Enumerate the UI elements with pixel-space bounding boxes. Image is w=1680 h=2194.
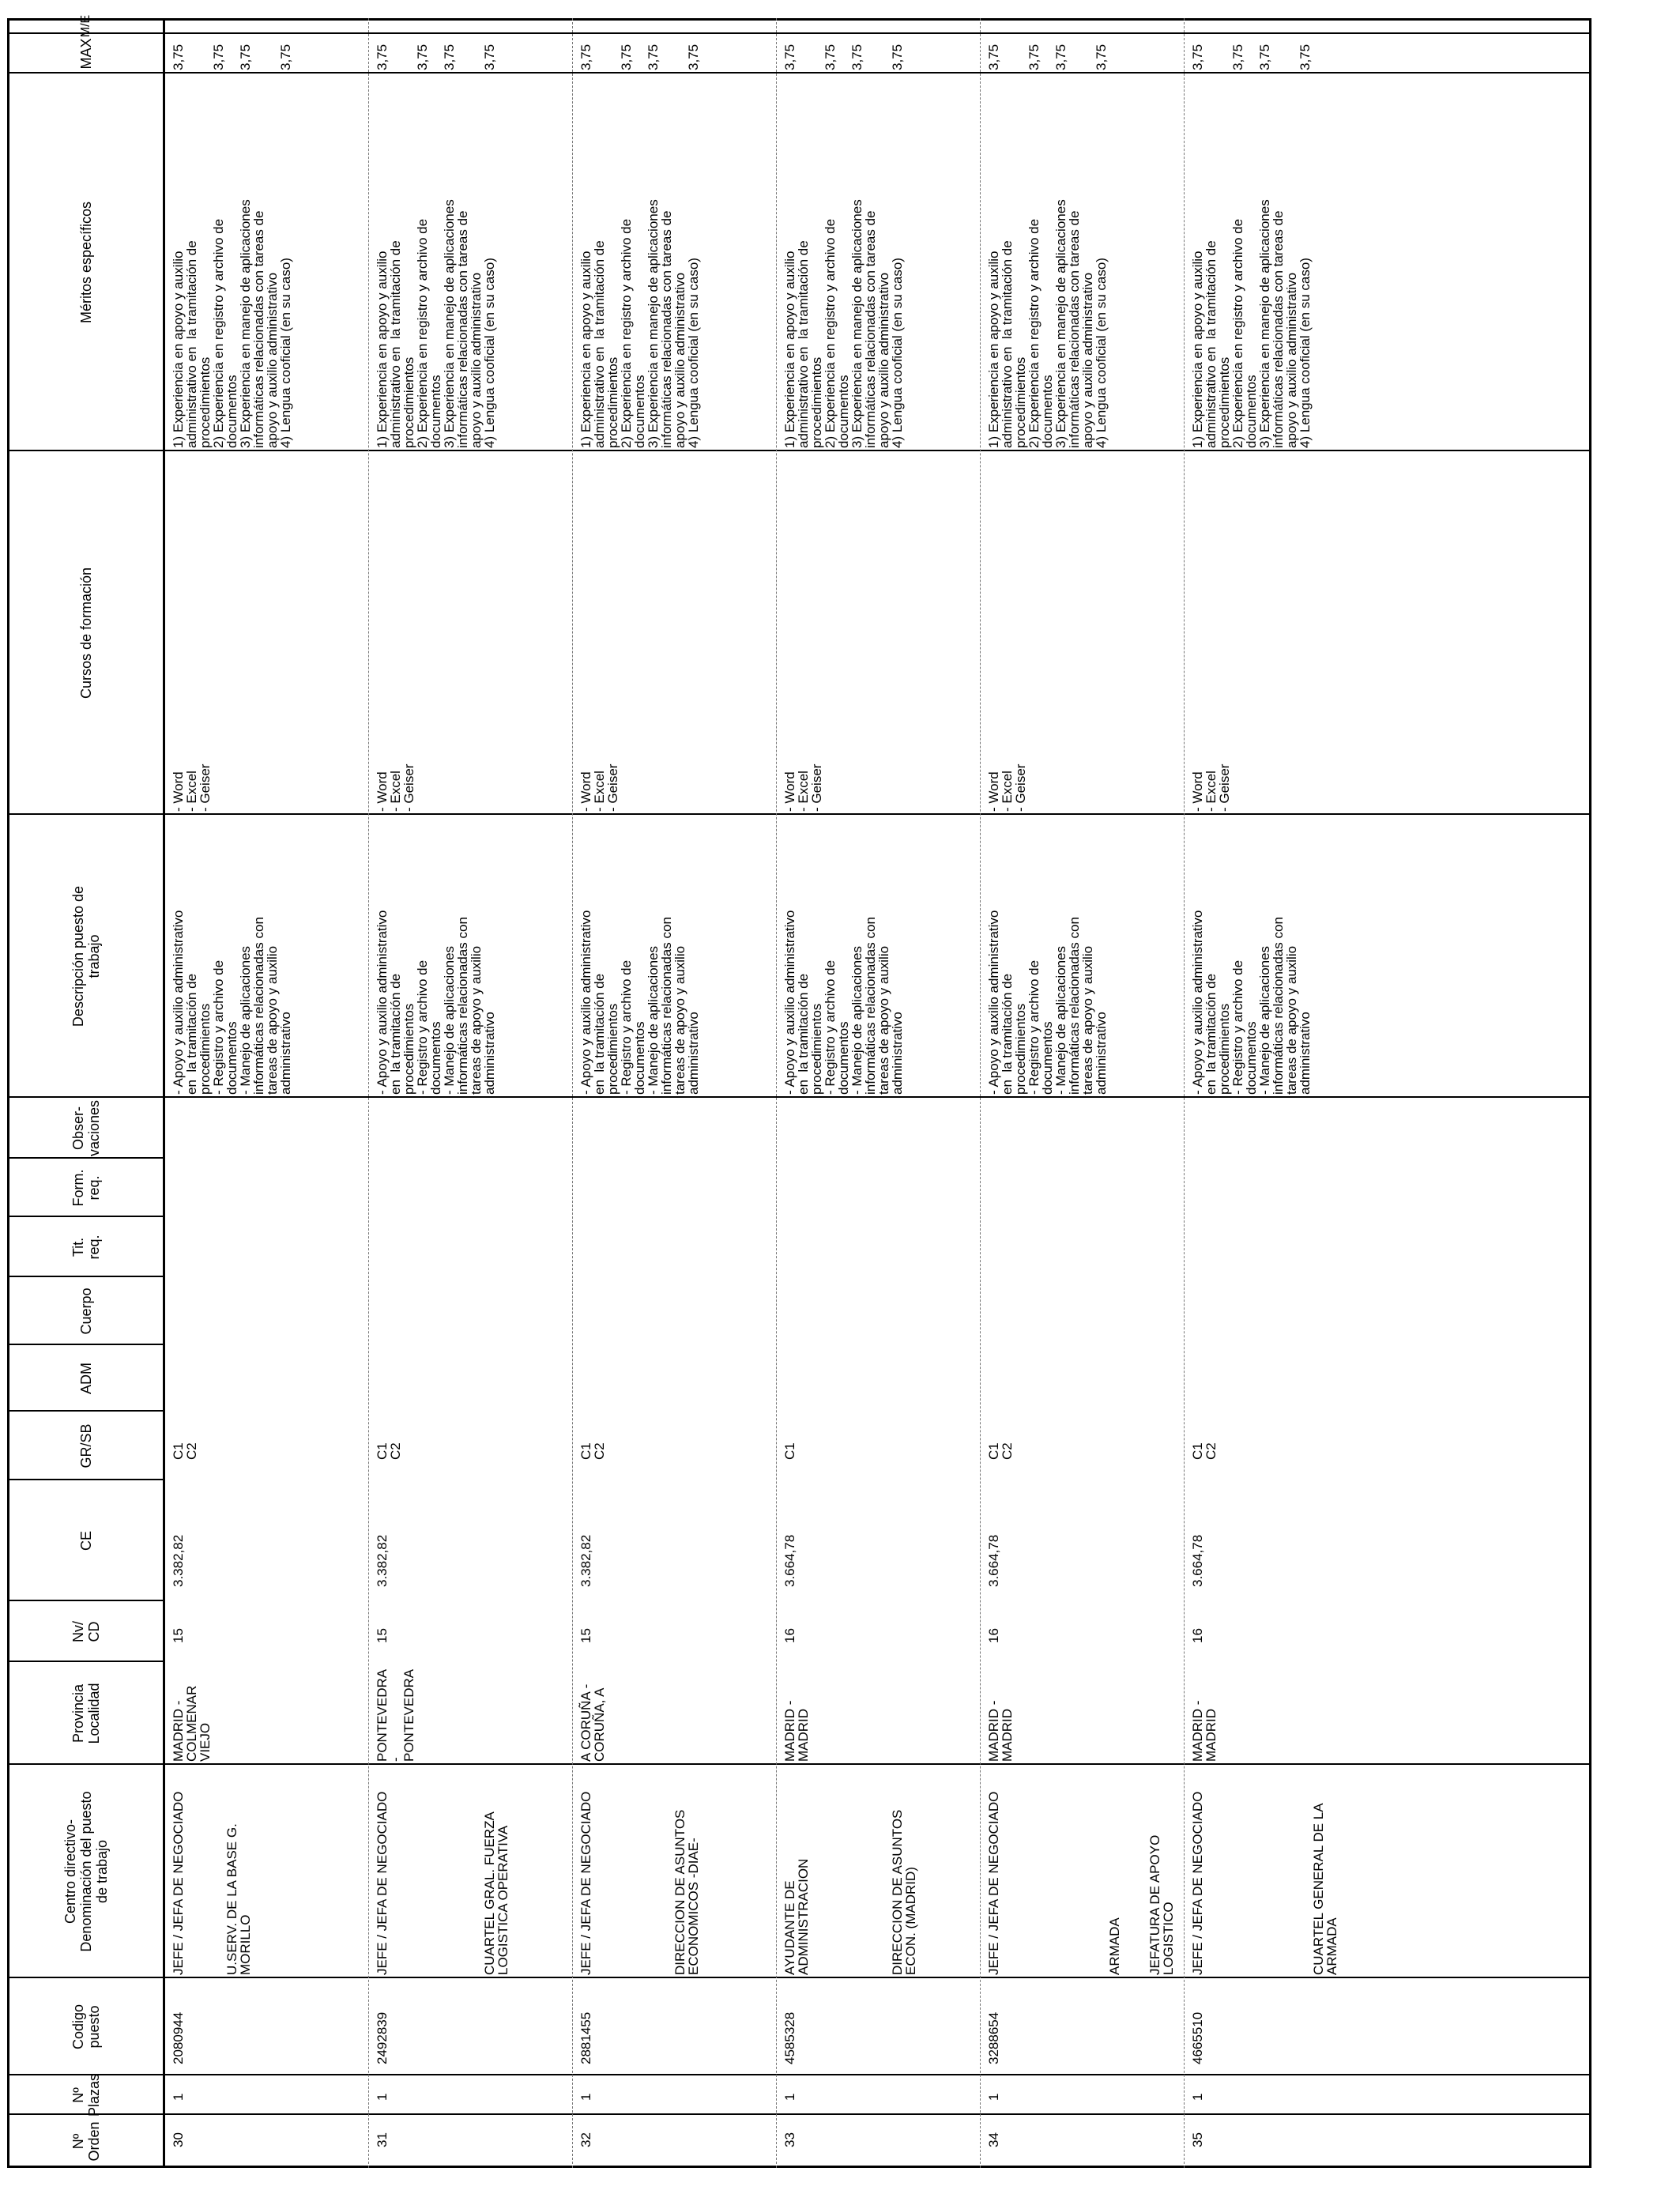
cell-max: 3,75 3,75 3,75 3,75 bbox=[782, 43, 905, 70]
cell-orden: 35 bbox=[1190, 2132, 1205, 2147]
table-row bbox=[981, 18, 1185, 2168]
cell-max: 3,75 3,75 3,75 3,75 bbox=[578, 43, 701, 70]
cell-grsb: C1 C2 bbox=[375, 1442, 403, 1460]
header-form: Form. req. bbox=[70, 1169, 102, 1207]
cell-nvcd: 15 bbox=[171, 1628, 186, 1643]
cell-ce: 3.664,78 bbox=[986, 1534, 1001, 1587]
column-divider bbox=[7, 1600, 165, 1601]
position-title: JEFE / JEFA DE NEGOCIADO bbox=[578, 1791, 593, 1975]
header-ce: CE bbox=[78, 1531, 94, 1551]
cell-ce: 3.382,82 bbox=[375, 1534, 390, 1587]
position-title: JEFE / JEFA DE NEGOCIADO bbox=[986, 1791, 1001, 1975]
position-title: JEFE / JEFA DE NEGOCIADO bbox=[1190, 1791, 1205, 1975]
cell-cursos: - Word - Excel - Geiser bbox=[986, 763, 1028, 812]
centro-directivo: U.SERV. DE LA BASE G. MORILLO bbox=[224, 1823, 253, 1975]
header-codigo: Codigo puesto bbox=[70, 2004, 102, 2050]
cell-codigo: 2492839 bbox=[375, 2011, 390, 2064]
cell-meritos: 1) Experiencia en apoyo y auxilio administrativo en la tramitación de procedimientos 2) Experiencia en registro y archivo de documentos 3) Experiencia en manejo de aplicaciones informáticas relacionadas con tareas de apoyo y auxilio administrativo 4) Lengua cooficial (en su caso) bbox=[782, 199, 905, 448]
cell-orden: 30 bbox=[171, 2132, 186, 2147]
cell-plazas: 1 bbox=[171, 2093, 186, 2101]
cell-plazas: 1 bbox=[986, 2093, 1001, 2101]
cell-meritos: 1) Experiencia en apoyo y auxilio administrativo en la tramitación de procedimientos 2) Experiencia en registro y archivo de documentos 3) Experiencia en manejo de aplicaciones informáticas relacionadas con tareas de apoyo y auxilio administrativo 4) Lengua cooficial (en su caso) bbox=[171, 199, 293, 448]
centro-directivo: DIRECCION DE ASUNTOS ECONOMICOS -DIAE- bbox=[672, 1809, 701, 1975]
header-adm: ADM bbox=[78, 1363, 94, 1394]
cell-centro bbox=[1191, 1765, 1523, 1978]
cell-plazas: 1 bbox=[1190, 2093, 1205, 2101]
column-divider bbox=[7, 1661, 165, 1662]
column-divider bbox=[7, 1216, 165, 1217]
cell-descripcion: - Apoyo y auxilio administrativo en la tramitación de procedimientos - Registro y archivo de documentos - Manejo de aplicaciones informáticas relacionadas con tareas de apoyo y auxilio administrativo bbox=[578, 910, 701, 1095]
header-descripcion: Descripción puesto de trabajo bbox=[70, 885, 102, 1027]
cell-nvcd: 15 bbox=[375, 1628, 390, 1643]
centro-directivo: CUARTEL GRAL. FUERZA LOGISTICA OPERATIVA bbox=[482, 1811, 510, 1975]
header-orden: Nº Orden bbox=[70, 2121, 102, 2162]
table-row bbox=[573, 18, 777, 2168]
cell-meritos: 1) Experiencia en apoyo y auxilio administrativo en la tramitación de procedimientos 2) Experiencia en registro y archivo de documentos 3) Experiencia en manejo de aplicaciones informáticas relacionadas con tareas de apoyo y auxilio administrativo 4) Lengua cooficial (en su caso) bbox=[578, 199, 701, 448]
cell-descripcion: - Apoyo y auxilio administrativo en la tramitación de procedimientos - Registro y archivo de documentos - Manejo de aplicaciones informáticas relacionadas con tareas de apoyo y auxilio administrativo bbox=[986, 910, 1109, 1095]
position-title: AYUDANTE DE ADMINISTRACION bbox=[782, 1858, 811, 1975]
cell-nvcd: 16 bbox=[986, 1628, 1001, 1643]
cell-descripcion: - Apoyo y auxilio administrativo en la tramitación de procedimientos - Registro y archivo de documentos - Manejo de aplicaciones informáticas relacionadas con tareas de apoyo y auxilio administrativo bbox=[1190, 910, 1313, 1095]
cell-plazas: 1 bbox=[375, 2093, 390, 2101]
cell-descripcion: - Apoyo y auxilio administrativo en la tramitación de procedimientos - Registro y archivo de documentos - Manejo de aplicaciones informáticas relacionadas con tareas de apoyo y auxilio administrativo bbox=[171, 910, 293, 1095]
cell-meritos: 1) Experiencia en apoyo y auxilio administrativo en la tramitación de procedimientos 2) Experiencia en registro y archivo de documentos 3) Experiencia en manejo de aplicaciones informáticas relacionadas con tareas de apoyo y auxilio administrativo 4) Lengua cooficial (en su caso) bbox=[1190, 199, 1313, 448]
cell-grsb: C1 C2 bbox=[578, 1442, 607, 1460]
cell-plazas: 1 bbox=[782, 2093, 797, 2101]
header-cuerpo: Cuerpo bbox=[78, 1287, 94, 1335]
header-cursos: Cursos de formación bbox=[78, 567, 94, 699]
table-body bbox=[165, 18, 1591, 2168]
cell-grsb: C1 C2 bbox=[171, 1442, 199, 1460]
header-grsb: GR/SB bbox=[78, 1423, 94, 1468]
cell-codigo: 2881455 bbox=[578, 2011, 593, 2064]
cell-orden: 34 bbox=[986, 2132, 1001, 2147]
cell-grsb: C1 bbox=[782, 1442, 797, 1460]
cell-meritos: 1) Experiencia en apoyo y auxilio administrativo en la tramitación de procedimientos 2) Experiencia en registro y archivo de documentos 3) Experiencia en manejo de aplicaciones informáticas relacionadas con tareas de apoyo y auxilio administrativo 4) Lengua cooficial (en su caso) bbox=[375, 199, 497, 448]
cell-max: 3,75 3,75 3,75 3,75 bbox=[375, 43, 497, 70]
cell-cursos: - Word - Excel - Geiser bbox=[578, 763, 620, 812]
column-divider bbox=[7, 1479, 165, 1480]
cell-codigo: 3288654 bbox=[986, 2011, 1001, 2064]
table-row bbox=[777, 18, 981, 2168]
header-observaciones: Obser- vaciones bbox=[70, 1099, 102, 1157]
header-meritos: Méritos específicos bbox=[78, 201, 94, 324]
cell-max: 3,75 3,75 3,75 3,75 bbox=[171, 43, 293, 70]
centro-directivo: DIRECCION DE ASUNTOS ECON. (MADRID) bbox=[890, 1809, 918, 1975]
cell-ce: 3.664,78 bbox=[1190, 1534, 1205, 1587]
column-divider bbox=[7, 1157, 165, 1159]
position-title: JEFE / JEFA DE NEGOCIADO bbox=[375, 1791, 390, 1975]
cell-max: 3,75 3,75 3,75 3,75 bbox=[1190, 43, 1313, 70]
centro-directivo: CUARTEL GENERAL DE LA ARMADA bbox=[1311, 1803, 1339, 1975]
position-title: JEFE / JEFA DE NEGOCIADO bbox=[171, 1791, 186, 1975]
column-divider bbox=[7, 1276, 165, 1277]
cell-codigo: 4585328 bbox=[782, 2011, 797, 2064]
cell-grsb: C1 C2 bbox=[986, 1442, 1015, 1460]
cell-ce: 3.664,78 bbox=[782, 1534, 797, 1587]
cell-cursos: - Word - Excel - Geiser bbox=[171, 763, 213, 812]
cell-grsb: C1 C2 bbox=[1190, 1442, 1219, 1460]
positions-table bbox=[7, 14, 1591, 2168]
cell-provincia: MADRID - MADRID bbox=[986, 1700, 1015, 1762]
header-provincia: Provincia Localidad bbox=[70, 1683, 102, 1744]
table-row bbox=[165, 18, 369, 2168]
header-nvcd: Nv/ CD bbox=[70, 1621, 102, 1642]
cell-orden: 33 bbox=[782, 2132, 797, 2147]
cell-descripcion: - Apoyo y auxilio administrativo en la tramitación de procedimientos - Registro y archivo de documentos - Manejo de aplicaciones informáticas relacionadas con tareas de apoyo y auxilio administrativo bbox=[782, 910, 905, 1095]
header-me: M/E bbox=[79, 14, 92, 38]
cell-plazas: 1 bbox=[578, 2093, 593, 2101]
cell-cursos: - Word - Excel - Geiser bbox=[782, 763, 824, 812]
cell-cursos: - Word - Excel - Geiser bbox=[1190, 763, 1232, 812]
cell-codigo: 4665510 bbox=[1190, 2011, 1205, 2064]
header-tit: Tit. req. bbox=[70, 1235, 102, 1260]
cell-ce: 3.382,82 bbox=[171, 1534, 186, 1587]
cell-meritos: 1) Experiencia en apoyo y auxilio administrativo en la tramitación de procedimientos 2) Experiencia en registro y archivo de documentos 3) Experiencia en manejo de aplicaciones informáticas relacionadas con tareas de apoyo y auxilio administrativo 4) Lengua cooficial (en su caso) bbox=[986, 199, 1109, 448]
table-header bbox=[7, 14, 165, 2168]
cell-provincia: MADRID - MADRID bbox=[1190, 1700, 1219, 1762]
header-plazas: Nº Plazas bbox=[70, 2073, 102, 2117]
cell-orden: 32 bbox=[578, 2132, 593, 2147]
header-centro: Centro directivo- Denominación del puesto de trabajo bbox=[62, 1791, 110, 1952]
cell-codigo: 2080944 bbox=[171, 2011, 186, 2064]
cell-cursos: - Word - Excel - Geiser bbox=[375, 763, 416, 812]
cell-provincia: MADRID - MADRID bbox=[782, 1700, 811, 1762]
cell-provincia: MADRID - COLMENAR VIEJO bbox=[171, 1685, 213, 1762]
cell-nvcd: 15 bbox=[578, 1628, 593, 1643]
centro-directivo: ARMADA JEFATURA DE APOYO LOGISTICO bbox=[1107, 1834, 1176, 1975]
cell-ce: 3.382,82 bbox=[578, 1534, 593, 1587]
column-divider bbox=[7, 1410, 165, 1412]
cell-orden: 31 bbox=[375, 2132, 390, 2147]
cell-provincia: A CORUÑA - CORUÑA, A bbox=[578, 1683, 607, 1762]
table-row bbox=[369, 18, 573, 2168]
cell-nvcd: 16 bbox=[1190, 1628, 1205, 1643]
table-row bbox=[1185, 18, 1591, 2168]
cell-provincia: PONTEVEDRA - PONTEVEDRA bbox=[375, 1668, 416, 1762]
header-max: MAX bbox=[78, 38, 94, 70]
cell-max: 3,75 3,75 3,75 3,75 bbox=[986, 43, 1109, 70]
column-divider bbox=[7, 1344, 165, 1345]
cell-descripcion: - Apoyo y auxilio administrativo en la tramitación de procedimientos - Registro y archivo de documentos - Manejo de aplicaciones informáticas relacionadas con tareas de apoyo y auxilio administrativo bbox=[375, 910, 497, 1095]
cell-nvcd: 16 bbox=[782, 1628, 797, 1643]
